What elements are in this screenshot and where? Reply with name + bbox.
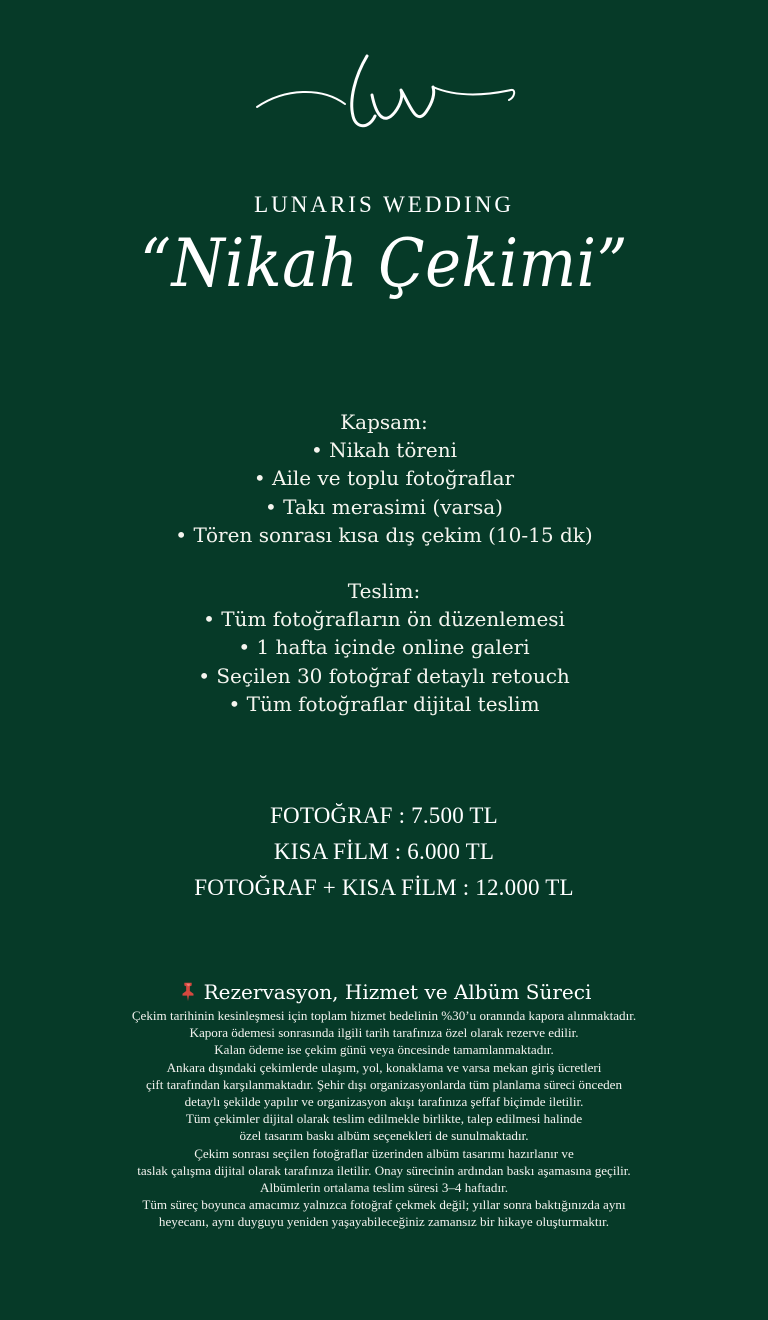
reservation-line: Tüm süreç boyunca amacımız yalnızca fotoğraf çekmek değil; yıllar sonra baktığınızda aynı [142,1197,626,1213]
reservation-line: Ankara dışındaki çekimlerde ulaşım, yol, konaklama ve varsa mekan giriş ücretleri [166,1059,602,1075]
reservation-heading [0,978,768,1006]
reservation-line: çift tarafından karşılanmaktadır. Şehir dışı organizasyonlarda tüm planlama süreci önceden [145,1076,623,1092]
delivery-item: • Tüm fotoğrafların ön düzenlemesi [203,607,565,632]
pin-icon [177,980,199,1002]
reservation-title-text: Rezervasyon, Hizmet ve Albüm Süreci [203,980,592,1004]
pricing-list [0,798,768,906]
reservation-line: Çekim tarihinin kesinleşmesi için toplam hizmet bedelinin %30’u oranında kapora alınmaktadır. [131,1008,637,1023]
brand-logo [0,52,768,217]
scope-item: • Nikah töreni [310,438,458,463]
price-short-film: KISA FİLM : 6.000 TL [273,839,495,864]
scope-item: • Tören sonrası kısa dış çekim (10-15 dk) [175,522,593,547]
reservation-details [34,1007,734,1231]
delivery-item: • 1 hafta içinde online galeri [238,635,530,660]
scope-item: • Aile ve toplu fotoğraflar [253,466,515,491]
reservation-line: Tüm çekimler dijital olarak teslim edilmekle birlikte, talep edilmesi halinde [185,1111,583,1127]
lw-monogram-icon [250,52,518,134]
brand-name: LUNARIS WEDDING [254,192,514,217]
scope-title: Kapsam: [340,410,428,434]
reservation-line: detaylı şekilde yapılır ve organizasyon akışı tarafınıza şeffaf biçimde iletilir. [184,1094,584,1110]
delivery-item: • Tüm fotoğraflar dijital teslim [228,691,540,716]
reservation-line: Kapora ödemesi sonrasında ilgili tarih tarafınıza özel olarak rezerve edilir. [189,1025,579,1041]
reservation-line: Kalan ödeme ise çekim günü veya öncesinde tamamlanmaktadır. [214,1042,554,1058]
reservation-line: özel tasarım baskı albüm seçenekleri de sunulmaktadır. [239,1128,529,1144]
reservation-line: taslak çalışma dijital olarak tarafınıza iletilir. Onay sürecinin ardından baskı aşamasına geçilir. [137,1162,631,1178]
reservation-line: Çekim sonrası seçilen fotoğraflar üzerinden albüm tasarımı hazırlanır ve [194,1145,574,1161]
scope-item: • Takı merasimi (varsa) [265,494,503,519]
reservation-line: Albümlerin ortalama teslim süresi 3–4 haftadır. [260,1180,508,1196]
section-spacer [0,549,768,577]
reservation-line: heyecanı, aynı duyguyu yeniden yaşayabileceğiniz zamansız bir hikaye oluşturmaktır. [158,1214,610,1230]
price-bundle: FOTOĞRAF + KISA FİLM : 12.000 TL [194,875,574,900]
delivery-title: Teslim: [347,579,421,604]
package-details [0,408,768,718]
delivery-item: • Seçilen 30 fotoğraf detaylı retouch [198,663,570,688]
page-title: “Nikah Çekimi” [139,225,629,302]
price-photo: FOTOĞRAF : 7.500 TL [270,803,498,828]
